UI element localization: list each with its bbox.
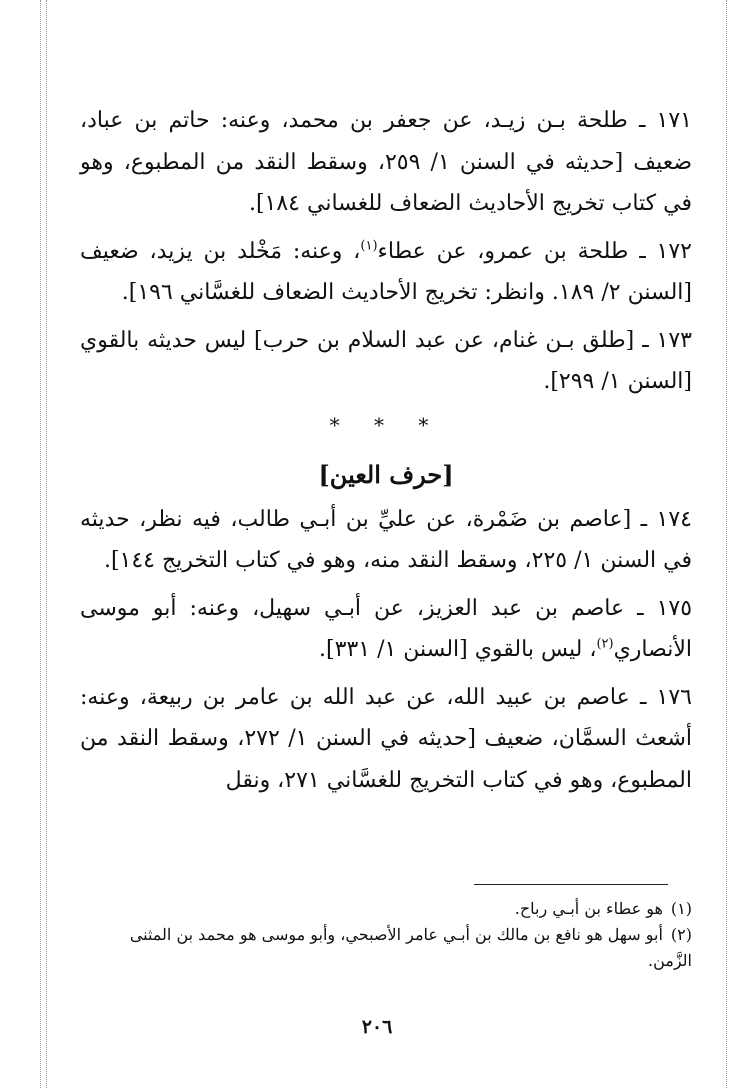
footnote-number: (١) <box>670 899 692 918</box>
footnote-ref-1[interactable]: (١) <box>360 238 378 254</box>
entry-text: [طلق بـن غنام، عن عبد السلام بن حرب] ليس حديثه بالقوي [السنن ١/ ٢٩٩]. <box>80 327 692 394</box>
entry-text: عاصم بن عبيد الله، عن عبد الله بن عامر بن ربيعة، وعنه: أشعث السمَّان، ضعيف [حديثه في السنن ١/ ٢٧٢، وسقط النقد من المطبوع، وهو في كتاب التخريج للغسَّاني ٢٧١، ونقل <box>80 684 693 793</box>
main-text <box>80 100 692 801</box>
footnotes <box>86 896 692 974</box>
footnote-2 <box>86 922 692 974</box>
entry-text-part-b: ، وعنه: مَخْلد بن يزيد، ضعيف [السنن ٢/ ١٨٩. وانظر: تخريج الأحاديث الضعاف للغسَّاني ١٩٦]. <box>80 238 692 305</box>
footnote-text: هو عطاء بن أبـي رباح. <box>514 899 663 918</box>
left-edge-dotted-line-inner <box>46 0 47 1088</box>
footnote-ref-2[interactable]: (٢) <box>596 636 614 652</box>
entry-number: ١٧٥ ـ <box>637 595 693 621</box>
footnote-text: أبو سهل هو نافع بن مالك بن أبـي عامر الأصبحي، وأبو موسى هو محمد بن المثنى الزَّمن. <box>129 925 692 970</box>
entry-number: ١٧٣ ـ <box>642 327 692 353</box>
entry-171 <box>80 100 692 225</box>
entry-175 <box>80 588 692 671</box>
right-edge-dotted-line <box>726 0 727 1088</box>
footnote-number: (٢) <box>670 925 692 944</box>
entry-176 <box>80 677 692 802</box>
footnote-1 <box>86 896 692 922</box>
entry-174 <box>80 499 692 582</box>
entry-number: ١٧٢ ـ <box>639 238 692 264</box>
entry-text-part-a: عاصم بن عبد العزيز، عن أبـي سهيل، وعنه: أبو موسى الأنصاري <box>80 595 692 662</box>
footnote-divider <box>474 884 668 885</box>
section-separator: * * * <box>329 412 443 437</box>
entry-text-part-b: ، ليس بالقوي [السنن ١/ ٣٣١]. <box>319 637 597 662</box>
entry-number: ١٧٦ ـ <box>639 684 692 710</box>
section-heading: [حرف العين] <box>318 459 454 489</box>
page-number: ٢٠٦ <box>361 1016 393 1038</box>
entry-text-part-a: طلحة بن عمرو، عن عطاء <box>377 238 629 264</box>
entry-text: طلحة بـن زيـد، عن جعفر بن محمد، وعنه: حاتم بن عباد، ضعيف [حديثه في السنن ١/ ٢٥٩، وسقط النقد من المطبوع، وهو في كتاب تخريج الأحاديث الضعاف للغساني ١٨٤]. <box>80 108 693 216</box>
entry-172 <box>80 231 692 314</box>
left-edge-dotted-line <box>40 0 41 1088</box>
entry-number: ١٧١ ـ <box>638 108 692 133</box>
entry-173 <box>80 320 692 403</box>
entry-text: [عاصم بن ضَمْرة، عن عليِّ بن أبـي طالب، فيه نظر، حديثه في السنن ١/ ٢٢٥، وسقط النقد منه، وهو في كتاب التخريج ١٤٤]. <box>80 506 692 573</box>
entry-number: ١٧٤ ـ <box>640 506 692 532</box>
